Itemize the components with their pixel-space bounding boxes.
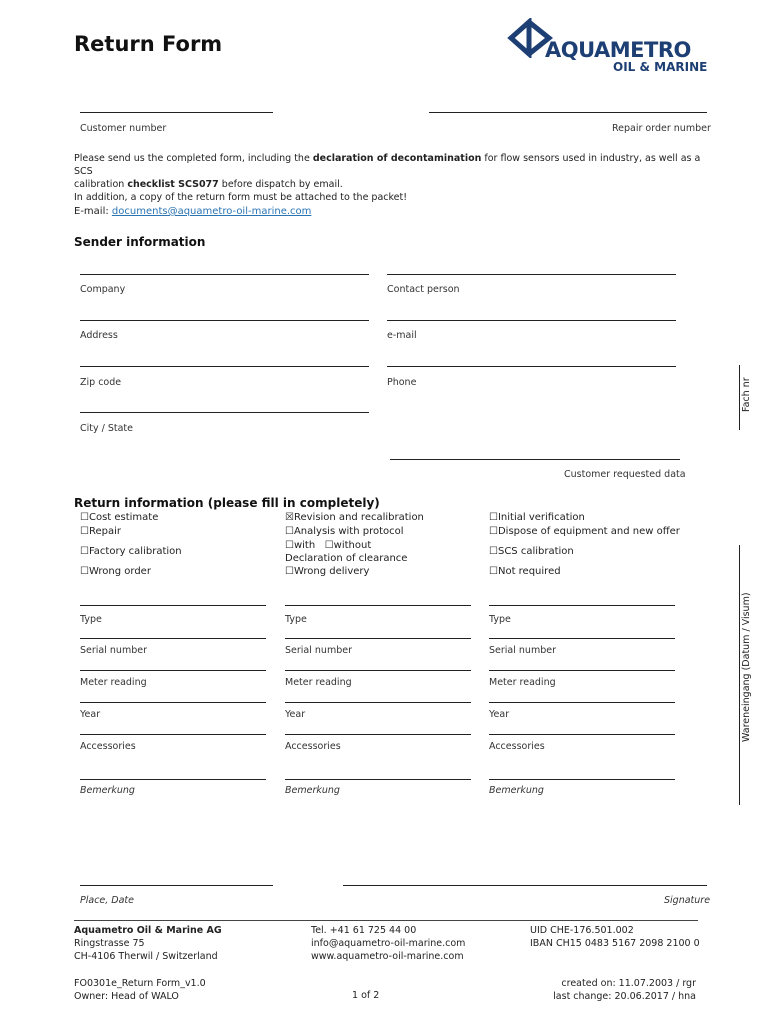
check-repair[interactable]: ☐Repair [80,526,121,537]
repair-order-label: Repair order number [612,123,711,134]
footer-dates [553,977,696,1003]
footer-doc-info [74,977,206,1003]
footer-contact [311,924,465,963]
footer-city: CH-4106 Therwil / Switzerland [74,951,218,962]
zip-label: Zip code [80,377,122,388]
type-label-1: Type [80,614,102,625]
year-field-3[interactable] [489,702,675,703]
contact-person-label: Contact person [387,284,460,295]
zip-field[interactable] [80,366,369,367]
check-factory-calibration[interactable]: ☐Factory calibration [80,546,182,557]
fach-nr-label: Fach nr [741,377,752,412]
requested-date-field[interactable] [390,459,680,460]
remark-field-3[interactable] [489,779,675,780]
fach-nr-bar [739,365,740,430]
footer-created: created on: 11.07.2003 / rgr [561,978,696,989]
customer-number-label: Customer number [80,123,167,134]
contact-person-field[interactable] [387,274,676,275]
footer-company: Aquametro Oil & Marine AG [74,925,222,936]
remark-label-3: Bemerkung [489,785,544,796]
check-scs-calibration[interactable]: ☐SCS calibration [489,546,574,557]
city-label: City / State [80,423,134,434]
footer-uid: UID CHE-176.501.002 [530,925,634,936]
instructions: Please send us the completed form, including the declaration of decontamination for flow sensors used in industry, as well as a SCS calibration checklist SCS077 before dispatch by email. In addition, a copy of the return form must be attached to the packet! [74,153,701,203]
type-field-3[interactable] [489,605,675,606]
declaration-clearance-label: Declaration of clearance [285,553,408,564]
footer-web[interactable]: www.aquametro-oil-marine.com [311,951,464,962]
email-line: E-mail: documents@aquametro-oil-marine.com [74,206,312,217]
check-not-required[interactable]: ☐Not required [489,566,561,577]
year-field-1[interactable] [80,702,266,703]
year-label-2: Year [285,709,306,720]
type-field-2[interactable] [285,605,471,606]
footer-email[interactable]: info@aquametro-oil-marine.com [311,938,466,949]
year-field-2[interactable] [285,702,471,703]
footer-street: Ringstrasse 75 [74,938,145,949]
year-label-1: Year [80,709,101,720]
type-field-1[interactable] [80,605,266,606]
remark-field-1[interactable] [80,779,266,780]
check-revision-recalibration[interactable]: ☒Revision and recalibration [285,512,424,523]
remark-label-1: Bemerkung [80,785,135,796]
meter-field-2[interactable] [285,670,471,671]
meter-field-1[interactable] [80,670,266,671]
logo-main-text: AQUAMETRO [545,38,691,62]
serial-label-1: Serial number [80,645,147,656]
meter-label-1: Meter reading [80,677,147,688]
address-field[interactable] [80,320,369,321]
accessories-label-2: Accessories [285,741,341,752]
year-label-3: Year [489,709,510,720]
serial-label-3: Serial number [489,645,556,656]
footer-bank [530,924,700,950]
signature-label: Signature [664,895,711,906]
check-with-without[interactable]: ☐with ☐without [285,540,372,551]
accessories-label-3: Accessories [489,741,545,752]
sender-heading: Sender information [74,235,206,249]
city-field[interactable] [80,412,369,413]
meter-field-3[interactable] [489,670,675,671]
customer-number-field[interactable] [80,112,273,113]
company-logo [505,16,715,78]
logo-sub-text: OIL & MARINE [613,60,708,74]
footer-address [74,924,222,963]
signature-field[interactable] [343,885,707,886]
place-date-field[interactable] [80,885,273,886]
address-label: Address [80,330,118,341]
company-label: Company [80,284,126,295]
email-link[interactable]: documents@aquametro-oil-marine.com [111,206,312,217]
phone-field[interactable] [387,366,676,367]
meter-label-3: Meter reading [489,677,556,688]
accessories-label-1: Accessories [80,741,136,752]
serial-field-2[interactable] [285,638,471,639]
wareneingang-label: Wareneingang (Datum / Visum) [741,592,752,742]
phone-label: Phone [387,377,417,388]
check-wrong-order[interactable]: ☐Wrong order [80,566,151,577]
email-field[interactable] [387,320,676,321]
check-cost-estimate[interactable]: ☐Cost estimate [80,512,159,523]
serial-label-2: Serial number [285,645,352,656]
footer-rule [74,920,698,921]
footer-tel: Tel. +41 61 725 44 00 [311,925,417,936]
accessories-field-1[interactable] [80,734,266,735]
page-title: Return Form [74,32,223,56]
remark-field-2[interactable] [285,779,471,780]
accessories-field-2[interactable] [285,734,471,735]
footer-owner: Owner: Head of WALO [74,991,179,1002]
check-wrong-delivery[interactable]: ☐Wrong delivery [285,566,370,577]
serial-field-3[interactable] [489,638,675,639]
place-date-label: Place, Date [80,895,135,906]
company-field[interactable] [80,274,369,275]
repair-order-field[interactable] [429,112,707,113]
email-label: e-mail [387,330,417,341]
remark-label-2: Bemerkung [285,785,340,796]
requested-date-label: Customer requested data [564,469,686,480]
page-number: 1 of 2 [352,990,380,1001]
accessories-field-3[interactable] [489,734,675,735]
type-label-2: Type [285,614,307,625]
meter-label-2: Meter reading [285,677,352,688]
check-analysis-protocol[interactable]: ☐Analysis with protocol [285,526,404,537]
check-dispose-equipment[interactable]: ☐Dispose of equipment and new offer [489,526,680,537]
check-initial-verification[interactable]: ☐Initial verification [489,512,585,523]
wareneingang-bar [739,545,740,805]
return-info-heading: Return information (please fill in completely) [74,496,380,510]
footer-doc: FO0301e_Return Form_v1.0 [74,978,206,989]
serial-field-1[interactable] [80,638,266,639]
footer-iban: IBAN CH15 0483 5167 2098 2100 0 [530,938,700,949]
type-label-3: Type [489,614,511,625]
footer-changed: last change: 20.06.2017 / hna [553,991,696,1002]
